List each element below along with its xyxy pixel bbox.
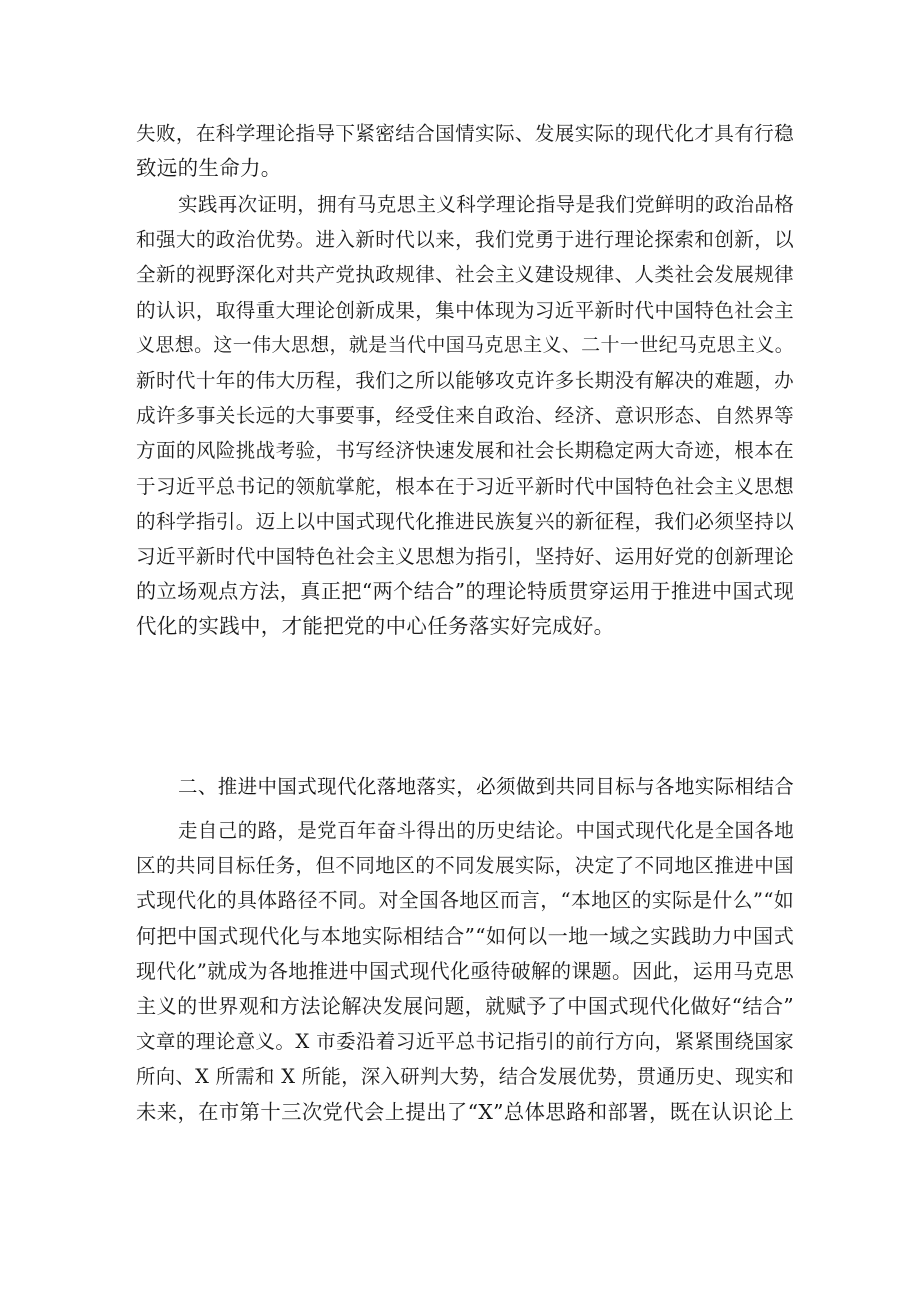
- text-line: 式现代化的具体路径不同。对全国各地区而言，“本地区的实际是什么”“如: [136, 889, 794, 913]
- section-heading-text: 二、推进中国式现代化落地落实，必须做到共同目标与各地实际相结合: [178, 775, 794, 798]
- text-line: 的立场观点方法，真正把“两个结合”的理论特质贯穿运用于推进中国式现: [136, 579, 794, 604]
- text-line: 主义的世界观和方法论解决发展问题，就赋予了中国式现代化做好“结合”: [136, 993, 794, 1018]
- text-line: 所向、X 所需和 X 所能，深入研判大势，结合发展优势，贯通历史、现实和: [136, 1065, 794, 1089]
- text-line: 现代化”就成为各地推进中国式现代化亟待破解的课题。因此，运用马克思: [136, 959, 794, 983]
- text-line: 的认识，取得重大理论创新成果，集中体现为习近平新时代中国特色社会主: [136, 298, 794, 322]
- text-line: 习近平新时代中国特色社会主义思想为指引，坚持好、运用好党的创新理论: [136, 544, 794, 568]
- text-line: 走自己的路，是党百年奋斗得出的历史结论。中国式现代化是全国各地: [178, 819, 794, 842]
- text-line: 文章的理论意义。X 市委沿着习近平总书记指引的前行方向，紧紧围绕国家: [136, 1030, 794, 1054]
- text-line: 全新的视野深化对共产党执政规律、社会主义建设规律、人类社会发展规律: [136, 263, 794, 287]
- text-line: 未来，在市第十三次党代会上提出了“X”总体思路和部署，既在认识论上: [136, 1099, 794, 1124]
- text-line: 成许多事关长远的大事要事，经受住来自政治、经济、意识形态、自然界等: [136, 404, 794, 428]
- text-line: 的科学指引。迈上以中国式现代化推进民族复兴的新征程，我们必须坚持以: [136, 509, 794, 533]
- section-heading: [136, 769, 794, 804]
- text-line: 代化的实践中，才能把党的中心任务落实好完成好。: [136, 614, 615, 639]
- text-line: 致远的生命力。: [136, 156, 282, 181]
- text-line: 新时代十年的伟大历程，我们之所以能够攻克许多长期没有解决的难题，办: [136, 368, 794, 392]
- text-line: 和强大的政治优势。进入新时代以来，我们党勇于进行理论探索和创新，以: [136, 228, 794, 252]
- text-line: 失败，在科学理论指导下紧密结合国情实际、发展实际的现代化才具有行稳: [136, 122, 794, 145]
- text-line: 方面的风险挑战考验，书写经济快速发展和社会长期稳定两大奇迹，根本在: [136, 439, 794, 463]
- text-line: 义思想。这一伟大思想，就是当代中国马克思主义、二十一世纪马克思主义。: [136, 333, 794, 356]
- paragraph-practice-proves: [136, 187, 794, 644]
- text-line: 于习近平总书记的领航掌舵，根本在于习近平新时代中国特色社会主义思想: [136, 474, 794, 498]
- text-line: 实践再次证明，拥有马克思主义科学理论指导是我们党鲜明的政治品格: [178, 193, 794, 216]
- text-line: 何把中国式现代化与本地实际相结合”“如何以一地一域之实践助力中国式: [136, 923, 794, 948]
- text-line: 区的共同目标任务，但不同地区的不同发展实际，决定了不同地区推进中国: [136, 854, 794, 878]
- paragraph-own-path: [136, 813, 794, 1130]
- paragraph-continuation: [136, 116, 794, 186]
